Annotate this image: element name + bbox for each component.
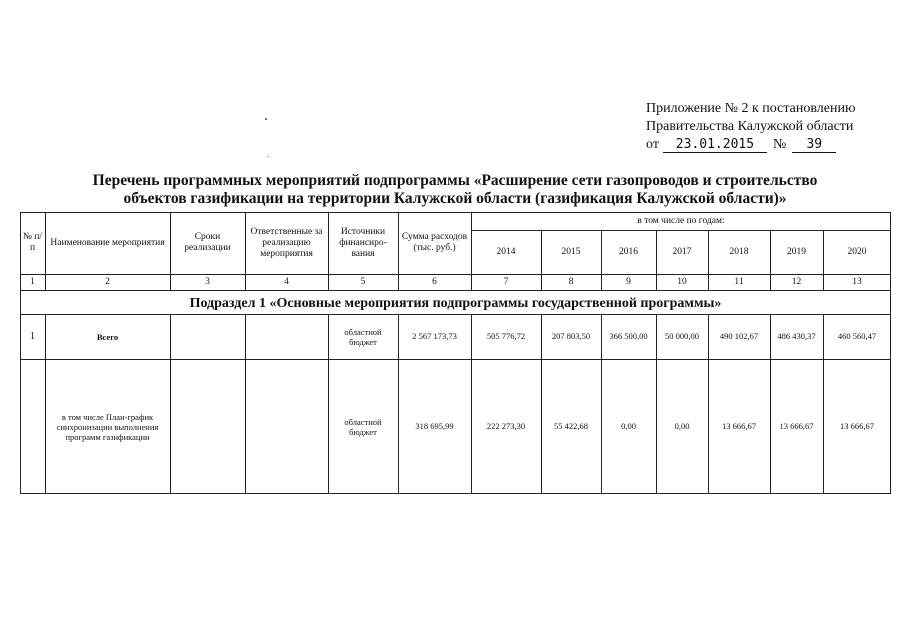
header-sum: Сумма расходов (тыс. руб.) — [401, 232, 468, 253]
row-1-sum: 2 567 173,73 — [412, 331, 457, 341]
row-2-year-2015: 55 422,68 — [554, 421, 588, 431]
number-label: № — [772, 137, 787, 152]
header-sources: Источники финансиро-вания — [339, 226, 387, 259]
row-2-year-2016: 0,00 — [621, 421, 636, 431]
grid-line — [20, 290, 891, 291]
row-1-num: 1 — [30, 331, 35, 342]
column-number: 1 — [30, 276, 35, 287]
column-number: 10 — [677, 276, 687, 287]
row-1-name: Всего — [96, 331, 119, 342]
header-year-2017: 2017 — [672, 246, 692, 257]
title-line-2: объектов газификации на территории Калужской области (газификация Калужской области)» — [123, 190, 787, 207]
row-2-year-2020: 13 666,67 — [840, 421, 874, 431]
row-1-year-2014: 505 776,72 — [486, 331, 526, 341]
column-number: 12 — [791, 276, 802, 287]
column-number: 5 — [360, 276, 366, 287]
row-1-source: областной бюджет — [344, 326, 382, 347]
scan-speck — [268, 156, 269, 157]
header-year-2015: 2015 — [561, 246, 581, 257]
column-number: 3 — [205, 276, 210, 287]
row-1-year-2020: 460 560,47 — [837, 331, 877, 341]
header-name: Наименование мероприятия — [50, 237, 165, 248]
column-number: 6 — [432, 276, 437, 287]
row-1-year-2016: 366 500,00 — [609, 331, 648, 341]
row-2-year-2014: 222 273,30 — [486, 421, 526, 431]
decree-date: 23.01.2015 — [663, 137, 767, 153]
row-2-num — [20, 359, 45, 494]
header-year-2016: 2016 — [619, 246, 638, 257]
column-number: 11 — [734, 276, 744, 287]
column-number: 4 — [284, 276, 289, 287]
column-number: 2 — [105, 276, 110, 287]
row-2-name: в том числе План-график синхронизации выполнения программ газификации — [56, 411, 159, 442]
row-2-source: областной бюджет — [344, 416, 382, 437]
header-year-2014: 2014 — [496, 246, 516, 257]
from-label: от — [646, 137, 659, 152]
row-2-year-2019: 13 666,67 — [779, 421, 814, 431]
header-num: № п/п — [22, 232, 43, 253]
row-1-terms — [170, 314, 245, 359]
row-2-sum: 318 695,99 — [415, 421, 454, 431]
row-1-year-2018: 490 102,67 — [719, 331, 759, 341]
appendix-block — [646, 100, 896, 154]
row-1-year-2015: 207 803,50 — [551, 331, 591, 341]
row-2-year-2018: 13 666,67 — [722, 421, 756, 431]
header-by-year: в том числе по годам: — [637, 215, 725, 226]
appendix-line-2: Правительства Калужской области — [646, 119, 854, 134]
header-terms: Сроки реализации — [184, 232, 231, 253]
row-1-year-2019: 486 430,37 — [777, 331, 816, 341]
column-number: 9 — [626, 276, 631, 287]
row-1-responsible — [245, 314, 328, 359]
header-year-2019: 2019 — [787, 246, 806, 257]
scan-speck — [265, 118, 267, 120]
header-year-2018: 2018 — [729, 246, 749, 257]
header-year-2020: 2020 — [847, 246, 867, 257]
appendix-line-1: Приложение № 2 к постановлению — [646, 101, 856, 116]
document-title — [20, 172, 890, 208]
column-number: 8 — [568, 276, 574, 287]
row-2-year-2017: 0,00 — [674, 421, 690, 431]
section-title: Подраздел 1 «Основные мероприятия подпрограммы государственной программы» — [189, 296, 722, 311]
row-1-year-2017: 50 000,00 — [665, 331, 699, 341]
column-number: 7 — [503, 276, 509, 287]
header-responsible: Ответственные за реализацию мероприятия — [250, 226, 323, 259]
title-line-1: Перечень программных мероприятий подпрограммы «Расширение сети газопроводов и строительство — [92, 172, 818, 189]
appendix-line-3 — [646, 136, 896, 154]
column-number: 13 — [852, 276, 862, 287]
row-2-responsible — [245, 359, 328, 494]
decree-number: 39 — [792, 137, 836, 153]
row-2-terms — [170, 359, 245, 494]
